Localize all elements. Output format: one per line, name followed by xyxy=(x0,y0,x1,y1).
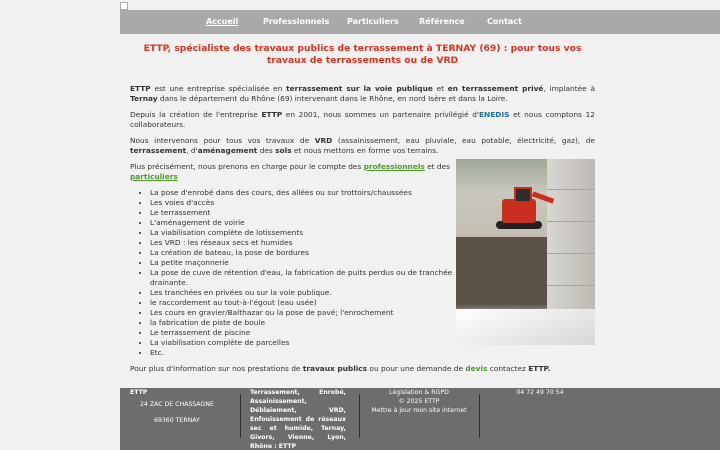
service-item: • La pose d'enrobé dans des cours, des allées ou sur trottoirs/chaussées xyxy=(150,188,460,198)
text: Plus précisément, nous prenons en charge pour le compte des xyxy=(130,162,364,171)
text: contactez xyxy=(487,364,529,373)
company-name: ETTP. xyxy=(528,364,551,373)
intro-paragraph-3 xyxy=(130,136,595,156)
footer-divider xyxy=(479,394,480,438)
intro-paragraph-1 xyxy=(130,84,595,104)
nav-particuliers[interactable]: Particuliers xyxy=(347,17,399,26)
professionnels-link[interactable]: professionnels xyxy=(363,162,425,171)
legal-link[interactable]: Législation & RGPD xyxy=(389,389,449,396)
service-item: • La pose de cuve de rétention d'eau, la fabrication de puits perdus ou de tranchée drainante. xyxy=(150,268,460,288)
service-item: • Les tranchées en privées ou sur la voie publique. xyxy=(150,288,460,298)
service-item: • Les voies d'accès xyxy=(150,198,460,208)
photo-wall-line xyxy=(547,253,595,254)
highlight: travaux publics xyxy=(302,364,368,373)
footer-city: 69360 TERNAY xyxy=(154,417,200,424)
text: Pour plus d'information sur nos prestations de xyxy=(130,364,303,373)
nav-professionnels[interactable]: Professionnels xyxy=(263,17,330,26)
text: et des xyxy=(424,162,450,171)
excavator-cab xyxy=(514,187,532,203)
footer-phone[interactable]: 04 72 49 70 54 xyxy=(516,389,564,396)
text: est une entreprise spécialisée en xyxy=(150,84,287,93)
services-list xyxy=(150,188,460,358)
text: (assainissement, eau pluviale, eau potable, électricité, gaz), de xyxy=(332,136,595,145)
footer-divider xyxy=(359,394,360,438)
highlight: aménagement xyxy=(197,146,258,155)
photo-ground xyxy=(456,237,556,303)
text: Depuis la création de l'entreprise xyxy=(130,110,262,119)
service-item: • Le terrassement xyxy=(150,208,460,218)
service-item: • le raccordement au tout-à-l'égout (eau usée) xyxy=(150,298,460,308)
particuliers-link[interactable]: particuliers xyxy=(130,172,178,181)
closing-paragraph xyxy=(130,364,595,374)
footer-company: ETTP xyxy=(130,389,148,396)
service-item: • Le terrassement de piscine xyxy=(150,328,460,338)
photo-wall-line xyxy=(547,221,595,222)
broken-logo-image[interactable] xyxy=(120,2,128,10)
footer-street: 24 ZAC DE CHASSAGNE xyxy=(140,401,214,408)
footer-address xyxy=(130,388,236,450)
service-item: • L'aménagement de voirie xyxy=(150,218,460,228)
nav-contact[interactable]: Contact xyxy=(487,17,522,26)
highlight: VRD xyxy=(314,136,333,145)
footer-copyright: © 2025 ETTP xyxy=(398,398,440,405)
service-item: • la fabrication de piste de boule xyxy=(150,318,460,328)
highlight: terrassement sur la voie publique xyxy=(286,84,433,93)
main-nav xyxy=(120,10,720,34)
photo-wall-line xyxy=(547,285,595,286)
photo-wall-line xyxy=(547,189,595,190)
intro-paragraph-2 xyxy=(130,110,595,130)
site-footer xyxy=(120,388,720,450)
text: en 2001, nous sommes un partenaire privilégié d' xyxy=(282,110,479,119)
service-item: • Les cours en gravier/Balthazar ou la pose de pavé; l'enrochement xyxy=(150,308,460,318)
intro-paragraph-4 xyxy=(130,162,450,182)
footer-tags: Terrassement, Enrobé, Assainissement, Déblaiement, VRD, Enfouissement de réseaux sec et humide, Ternay, Givors, Vienne, Lyon, Rhône : ETTP xyxy=(250,389,346,450)
photo-tarp xyxy=(456,309,595,345)
text: Nous intervenons pour tous vos travaux de xyxy=(130,136,315,145)
footer-legal xyxy=(364,388,474,450)
company-name: ETTP xyxy=(261,110,283,119)
excavator-photo xyxy=(456,159,595,345)
text: dans le département du Rhône (69) intervenant dans le Rhône, en nord Isère et dans la Loire. xyxy=(157,94,508,103)
page-title: ETTP, spécialiste des travaux publics de terrassement à TERNAY (69) : pour tous vos travaux de terrassements ou de VRD xyxy=(143,43,582,66)
service-item: • Les VRD : les réseaux secs et humides xyxy=(150,238,460,248)
update-site-link[interactable]: Mettre à jour mon site internet xyxy=(371,407,467,414)
text: ou pour une demande de xyxy=(367,364,466,373)
footer-divider xyxy=(240,394,241,438)
highlight: terrassement xyxy=(130,146,187,155)
text: , implantée à xyxy=(543,84,595,93)
nav-accueil[interactable]: Accueil xyxy=(206,17,239,26)
text: et nous comptons 12 collaborateurs. xyxy=(130,110,595,129)
highlight: Ternay xyxy=(130,94,158,103)
text: des xyxy=(257,146,276,155)
service-item: • La viabilisation complète de lotissements xyxy=(150,228,460,238)
text: et nous mettons en forme vos terrains. xyxy=(291,146,439,155)
service-item: • Etc. xyxy=(150,348,460,358)
devis-link[interactable]: devis xyxy=(465,364,488,373)
service-item: • La viabilisation complète de parcelles xyxy=(150,338,460,348)
highlight: sols xyxy=(275,146,292,155)
service-item: • La création de bateau, la pose de bordures xyxy=(150,248,460,258)
text: , d' xyxy=(186,146,198,155)
nav-reference[interactable]: Référence xyxy=(419,17,465,26)
service-item: • La petite maçonnerie xyxy=(150,258,460,268)
text: et xyxy=(432,84,448,93)
highlight: en terrassement privé xyxy=(447,84,544,93)
enedis-link[interactable]: ENEDIS xyxy=(479,110,510,119)
company-name: ETTP xyxy=(130,84,151,93)
